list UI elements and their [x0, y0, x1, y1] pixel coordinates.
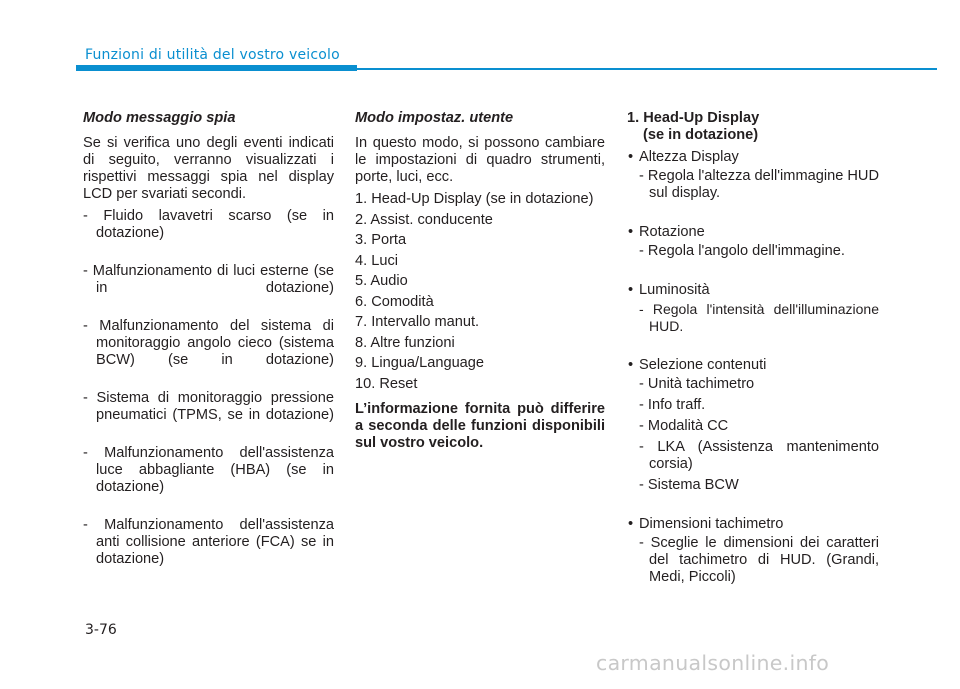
- hud-option-desc: - Sceglie le dimensioni dei caratteri del tachimetro di HUD. (Grandi, Medi, Piccoli): [639, 535, 879, 585]
- heading-warning-mode: Modo messaggio spia: [83, 110, 236, 126]
- hud-option-label: Rotazione: [639, 224, 705, 240]
- hud-option-label: Dimensioni tachimetro: [639, 516, 784, 532]
- hud-option-desc: - LKA (Assistenza mantenimento corsia): [639, 439, 879, 472]
- user-settings-intro: In questo modo, si possono cambiare le impostazioni di quadro strumenti, porte, luci, ecc.: [355, 135, 605, 185]
- header-rule: [357, 68, 937, 70]
- settings-item: 7. Intervallo manut.: [355, 314, 480, 330]
- column-hud: [627, 110, 879, 590]
- bullet-icon: •: [628, 357, 634, 373]
- hud-option-desc: - Regola l'angolo dell'immagine.: [639, 243, 845, 259]
- hud-title-line2: (se in dotazione): [643, 127, 759, 143]
- hud-option-desc: - Modalità CC: [639, 418, 729, 434]
- bullet-icon: •: [628, 149, 634, 165]
- page-number: 3-76: [85, 622, 117, 638]
- settings-item: 9. Lingua/Language: [355, 355, 485, 371]
- bullet-icon: •: [628, 224, 634, 240]
- hud-option-desc: - Sistema BCW: [639, 477, 739, 493]
- bullet-icon: •: [628, 282, 634, 298]
- warning-intro: Se si verifica uno degli eventi indicati di seguito, verranno visualizzati i rispettivi messaggi spia nel display LCD per svariati secondi.: [83, 135, 334, 202]
- list-item: - Malfunzionamento di luci esterne (se in dotazione): [83, 263, 334, 296]
- hud-option-desc: - Regola l'altezza dell'immagine HUD sul display.: [639, 168, 879, 201]
- settings-item: 2. Assist. conducente: [355, 211, 493, 228]
- column-user-settings: [355, 110, 605, 452]
- hud-option-label: Selezione contenuti: [639, 357, 767, 373]
- watermark: carmanualsonline.info: [596, 651, 830, 675]
- list-item: - Malfunzionamento dell'assistenza anti collisione anteriore (FCA) se in dotazione): [83, 517, 334, 567]
- bullet-icon: •: [628, 516, 634, 532]
- hud-option-label: Altezza Display: [639, 149, 739, 165]
- availability-note: L’informazione fornita può differire a seconda delle funzioni disponibili sul vostro veicolo.: [355, 400, 605, 451]
- hud-option-desc: - Info traff.: [639, 397, 706, 413]
- settings-item: 8. Altre funzioni: [355, 334, 455, 351]
- list-item: - Malfunzionamento dell'assistenza luce abbagliante (HBA) (se in dotazione): [83, 445, 334, 495]
- hud-option-height: [627, 149, 879, 166]
- list-item: - Sistema di monitoraggio pressione pneumatici (TPMS, se in dotazione): [83, 390, 334, 423]
- settings-item: 10. Reset: [355, 375, 418, 392]
- column-warning-messages: [83, 110, 334, 572]
- settings-item: 3. Porta: [355, 232, 407, 248]
- section-header-title: Funzioni di utilità del vostro veicolo: [85, 47, 340, 63]
- settings-item: 1. Head-Up Display (se in dotazione): [355, 191, 594, 207]
- settings-item: 6. Comodità: [355, 293, 434, 310]
- hud-option-desc: - Unità tachimetro: [639, 376, 755, 392]
- hud-option-content: [627, 357, 879, 374]
- hud-option-brightness: [627, 282, 879, 299]
- list-item: - Malfunzionamento del sistema di monitoraggio angolo cieco (sistema BCW) (se in dotazione): [83, 318, 334, 368]
- hud-option-speedo-size: [627, 516, 879, 533]
- hud-option-rotation: [627, 224, 879, 241]
- header-accent-bar: [76, 65, 357, 71]
- hud-option-label: Luminosità: [639, 282, 710, 298]
- heading-user-settings: Modo impostaz. utente: [355, 110, 514, 126]
- settings-item: 5. Audio: [355, 273, 408, 289]
- list-item: - Fluido lavavetri scarso (se in dotazione): [83, 208, 334, 241]
- settings-item: 4. Luci: [355, 252, 398, 269]
- hud-title: [627, 110, 879, 144]
- hud-option-desc: - Regola l'intensità dell'illuminazione HUD.: [639, 301, 879, 334]
- hud-title-line1: 1. Head-Up Display: [627, 110, 760, 126]
